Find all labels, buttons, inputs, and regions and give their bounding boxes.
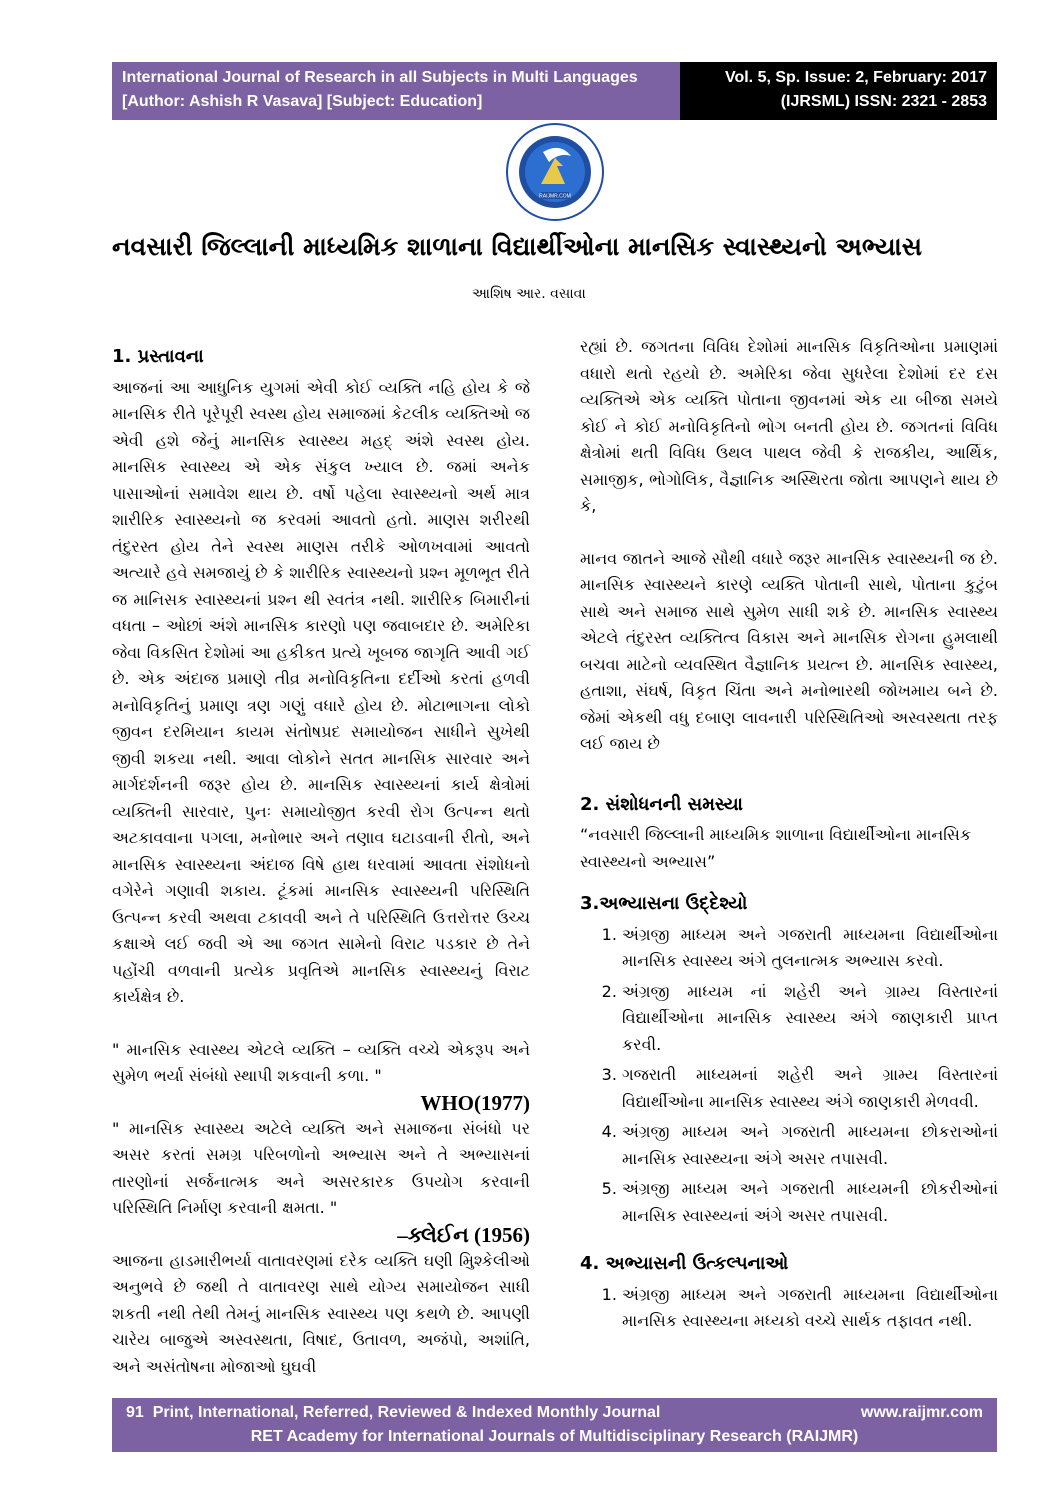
- publisher-name: RET Academy for International Journals of Multidisciplinary Research (RAIJMR): [250, 1428, 859, 1445]
- svg-text:RAIJMR.COM: RAIJMR.COM: [539, 193, 571, 200]
- right-column: [580, 334, 998, 1339]
- journal-tagline: Print, International, Referred, Reviewed & Indexed Monthly Journal: [152, 1404, 661, 1421]
- header-issue-band: [680, 62, 997, 120]
- list-item: 5. અંગ્રજી માધ્યમ અને ગજરાતી માધ્યમની છોકરીઓનાં માનસિક સ્વાસ્થ્યનાં અંગે અસર તપાસવી.: [622, 1176, 998, 1229]
- issn: (IJRSML) ISSN: 2321 - 2853: [780, 93, 987, 110]
- section-heading-introduction: 1. પ્રસ્તાવના: [112, 346, 204, 367]
- hypotheses-list: [580, 1282, 998, 1335]
- body-paragraph: આજના હાડમારીભર્યા વાતાવરણમાં દરેક વ્યક્તિ ઘણી મુિશ્કેલીઓ અનુભવે છે જથી તે વાતાવરણ સાથે યોગ્ય સમાયોજન સાધી શકતી નથી તેથી તેમનું માનસિક સ્વાસ્થ્ય પણ કથળે છે. આપણી ચારેય બાજુએ અસ્વસ્થતા, વિષાદ, ઉતાવળ, અજંપો, અશાંતિ, અને અસંતોષના મોજાઓ ઘુઘવી: [112, 1250, 530, 1376]
- list-item: 1. અંગ્રજી માધ્યમ અને ગજરાતી માધ્યમના વિદ્યાર્થીઓના માનસિક સ્વાસ્થ્યના મધ્યકો વચ્ચે સાર્થક તફાવત નથી.: [622, 1282, 998, 1335]
- journal-name: International Journal of Research in all Subjects in Multi Languages: [122, 69, 638, 86]
- list-item: 4. અંગ્રજી માધ્યમ અને ગજરાતી માધ્યમના છોકરાઓનાં માનસિક સ્વાસ્થ્યના અંગે અસર તપાસવી.: [622, 1119, 998, 1172]
- definition-quote-who: " માનસિક સ્વાસ્થ્ય એટલે વ્યક્તિ – વ્યક્તિ વચ્ચે એકરૂપ અને સુમેળ ભર્યા સંબંધો સ્થાપી શકવાની કળા. ": [112, 1039, 530, 1085]
- citation-who: WHO(1977): [420, 1090, 530, 1115]
- list-item: 3. ગજરાતી માધ્યમનાં શહેરી અને ગ્રામ્ય વિસ્તારનાં વિદ્યાર્થીઓના માનસિક સ્વાસ્થ્ય અંગે જાણકારી મેળવવી.: [622, 1062, 998, 1115]
- raijmr-logo: [505, 122, 605, 222]
- section-heading-problem: 2. સંશોધનની સમસ્યા: [580, 793, 743, 815]
- section-heading-objectives: 3.અભ્યાસના ઉદ્દેશ્યો: [580, 893, 748, 914]
- list-item: 2. અંગ્રજી માધ્યમ નાં શહેરી અને ગ્રામ્ય વિસ્તારનાં વિદ્યાર્થીઓના માનસિક સ્વાસ્થ્ય અંગે જાણકારી પ્રાપ્ત કરવી.: [622, 979, 998, 1059]
- section-heading-hypotheses: 4. અભ્યાસની ઉત્કલ્પનાઓ: [580, 1253, 789, 1274]
- footer-band: [112, 1398, 997, 1452]
- research-problem: “નવસારી જિલ્લાની માધ્યમિક શાળાના વિદ્યાર્થીઓના માનસિક સ્વાસ્થ્યનો અભ્યાસ”: [580, 825, 972, 871]
- definition-quote-klein: " માનસિક સ્વાસ્થ્ય અટેલે વ્યક્તિ અને સમાજના સંબંધો પર અસર કરતાં સમગ્ર પરિબળોનો અભ્યાસ અને તે અભ્યાસનાં તારણોનાં સર્જનાત્મક અને અસરકારક ઉપયોગ કરવાની પરિસ્થિતિ નિર્માણ કરવાની ક્ષમતા. ": [112, 1118, 530, 1217]
- website-link[interactable]: www.raijmr.com: [860, 1404, 983, 1421]
- page-number: 91: [126, 1404, 144, 1421]
- header-journal-band: [112, 62, 680, 120]
- introduction-paragraph: આજનાં આ આધુનિક યુગમાં એવી કોઈ વ્યક્તિ નહિ હોય કે જે માનસિક રીતે પૂરેપૂરી સ્વસ્થ હોય સમાજમાં કેટલીક વ્યક્તિઓ જ એવી હશે જેનું માનસિક સ્વાસ્થ્ય મહદ્ અંશે સ્વસ્થ હોય. માનસિક સ્વાસ્થ્ય એ એક સંકુલ ખ્યાલ છે. જમાં અનેક પાસાઓનાં સમાવેશ થાય છે. વર્ષો પહેલા સ્વાસ્થ્યનો અર્થ માત્ર શારીરિક સ્વાસ્થ્યનો જ કરવમાં આવતો હતો. માણસ શરીરથી તંદુરસ્ત હોય તેને સ્વસ્થ માણસ તરીકે ઓળખવામાં આવતો અત્યારે હવે સમજાયું છે કે શારીરિક સ્વાસ્થ્યનો પ્રશ્ન મૂળભૂત રીતે જ માનિસક સ્વાસ્થ્યનાં પ્રશ્ન થી સ્વતંત્ર નથી. શારીરિક બિમારીનાં વધતા – ઓછાં અંશે માનસિક કારણો પણ જવાબદાર છે. અમેરિકા જેવા વિકસિત દેશોમાં આ હકીકત પ્રત્યે ખૂબજ જાગૃતિ આવી ગઈ છે. એક અંદાજ પ્રમાણે તીવ્ર મનોવિકૃતિના દર્દીઓ કરતાં હળવી મનોવિકૃતિનું પ્રમાણ ત્રણ ગણું વધારે હોય છે. મોટાભાગના લોકો જીવન દરમિયાન કાયમ સંતોષપ્રદ સમાયોજન સાધીને સુખેથી જીવી શકયા નથી. આવા લોકોને સતત માનસિક સારવાર અને માર્ગદર્શનની જરૂર હોય છે. માનસિક સ્વાસ્થ્યનાં કાર્ય ક્ષેત્રોમાં વ્યક્તિની સારવાર, પુનઃ સમાયોજીત કરવી રોગ ઉત્પન્ન થતો અટકાવવાના પગલા, મનોભાર અને તણાવ ઘટાડવાની રીતો, અને માનસિક સ્વાસ્થ્યના અંદાજ વિષે હાથ ધરવામાં આવતા સંશોધનો વગેરેને ગણાવી શકાય. ટૂંકમાં માનસિક સ્વાસ્થ્યની પરિસ્થિતિ ઉત્પન્ન કરવી અથવા ટકાવવી અને તે પરિસ્થિતિ ઉત્તરોત્તર ઉચ્ચ કક્ષાએ લઈ જવી એ આ જગત સામેનો વિરાટ પડકાર છે તેને પહોંચી વળવાની પ્રત્યેક પ્રવૃતિએ માનસિક સ્વાસ્થ્યનું વિરાટ કાર્યક્ષેત્ર છે.: [112, 377, 530, 1006]
- list-item: 1. અંગ્રજી માધ્યમ અને ગજરાતી માધ્યમના વિદ્યાર્થીઓના માનસિક સ્વાસ્થ્ય અંગે તુલનાત્મક અભ્યાસ કરવો.: [622, 922, 998, 975]
- volume-issue: Vol. 5, Sp. Issue: 2, February: 2017: [724, 69, 987, 86]
- citation-klein: –ક્લેઈન (1956): [397, 1222, 530, 1247]
- left-column: [112, 344, 530, 1380]
- paper-title: નવસારી જિલ્લાની માધ્યમિક શાળાના વિદ્યાર્થીઓના માનસિક સ્વાસ્થ્યનો અભ્યાસ: [112, 232, 922, 261]
- author-subject: [Author: Ashish R Vasava] [Subject: Education]: [122, 93, 483, 110]
- objectives-list: [580, 922, 998, 1230]
- body-paragraph: માનવ જાતને આજે સૌથી વધારે જરૂર માનસિક સ્વાસ્થ્યની જ છે. માનસિક સ્વાસ્થ્યને કારણે વ્યક્તિ પોતાની સાથે, પોતાના કુટુંબ સાથે અને સમાજ સાથે સુમેળ સાધી શકે છે. માનસિક સ્વાસ્થ્ય એટલે તંદુરસ્ત વ્યક્તિત્વ વિકાસ અને માનસિક રોગના હુમલાથી બચવા માટેનો વ્યવસ્થિત વૈજ્ઞાનિક પ્રયત્ન છે. માનસિક સ્વાસ્થ્ય, હતાશા, સંઘર્ષ, વિકૃત ચિંતા અને મનોભારથી જોખમાય બને છે. જેમાં એકથી વધુ દબાણ લાવનારી પરિસ્થિતિઓ અસ્વસ્થતા તરફ લઈ જાય છે: [580, 548, 998, 753]
- body-paragraph: રહ્યાં છે. જગતના વિવિધ દેશોમાં માનસિક વિકૃતિઓના પ્રમાણમાં વધારો થતો રહયો છે. અમેરિકા જેવા સુધરેલા દેશોમાં દર દસ વ્યક્તિએ એક વ્યક્તિ પોતાના જીવનમાં એક યા બીજા સમયે કોઈ ને કોઈ મનોવિકૃતિનો ભોગ બનતી હોય છે. જગતનાં વિવિધ ક્ષેત્રોમાં થતી વિવિધ ઉથલ પાથલ જેવી કે રાજકીય, આર્થિક, સમાજીક, ભોગોલિક, વૈજ્ઞાનિક અસ્થિરતા જોતા આપણને થાય છે કે,: [580, 337, 998, 515]
- paper-author: આશિષ આર. વસાવા: [472, 286, 586, 302]
